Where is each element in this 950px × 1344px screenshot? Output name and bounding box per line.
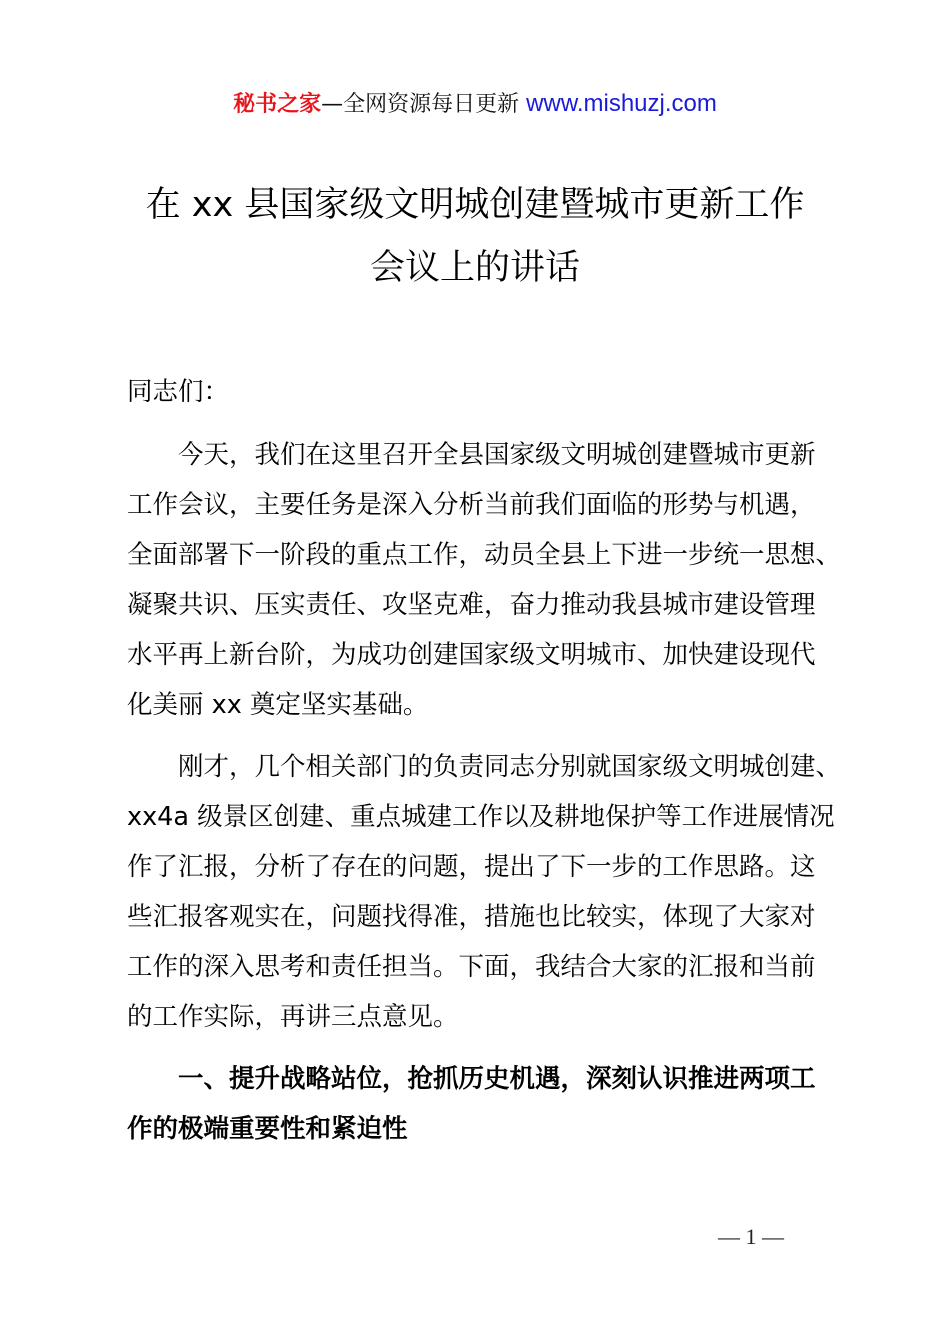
salutation: 同志们：	[127, 377, 230, 407]
paragraph-line: 水平再上新台阶，为成功创建国家级文明城市、加快建设现代	[127, 640, 816, 670]
document-title-line-1: 在 xx 县国家级文明城创建暨城市更新工作	[145, 185, 805, 225]
paragraph-line: 刚才，几个相关部门的负责同志分别就国家级文明城创建、	[178, 752, 842, 782]
heading-line: 一、提升战略站位，抢抓历史机遇，深刻认识推进两项工	[178, 1064, 816, 1094]
paragraph-line: xx4a 级景区创建、重点城建工作以及耕地保护等工作进展情况	[127, 802, 835, 832]
paragraph-line: 些汇报客观实在，问题找得准，措施也比较实，体现了大家对	[127, 902, 816, 932]
page-number: — 1 —	[718, 1224, 784, 1249]
document-title-line-2: 会议上的讲话	[369, 248, 580, 288]
paragraph-line: 工作的深入思考和责任担当。下面，我结合大家的汇报和当前	[127, 952, 816, 982]
site-header	[0, 88, 950, 121]
paragraph-line: 全面部署下一阶段的重点工作，动员全县上下进一步统一思想、	[127, 540, 842, 570]
site-url-link[interactable]: www.mishuzj.com	[526, 90, 717, 117]
paragraph-line: 今天，我们在这里召开全县国家级文明城创建暨城市更新	[178, 440, 816, 470]
heading-line: 作的极端重要性和紧迫性	[127, 1114, 408, 1144]
paragraph-line: 的工作实际，再讲三点意见。	[127, 1002, 459, 1032]
paragraph-line: 工作会议，主要任务是深入分析当前我们面临的形势与机遇，	[127, 490, 816, 520]
site-brand: 秘书之家	[233, 92, 322, 117]
site-tagline: —全网资源每日更新	[321, 92, 520, 117]
paragraph-line: 凝聚共识、压实责任、攻坚克难，奋力推动我县城市建设管理	[127, 590, 816, 620]
paragraph-line: 作了汇报，分析了存在的问题，提出了下一步的工作思路。这	[127, 852, 816, 882]
paragraph-line: 化美丽 xx 奠定坚实基础。	[127, 690, 429, 720]
